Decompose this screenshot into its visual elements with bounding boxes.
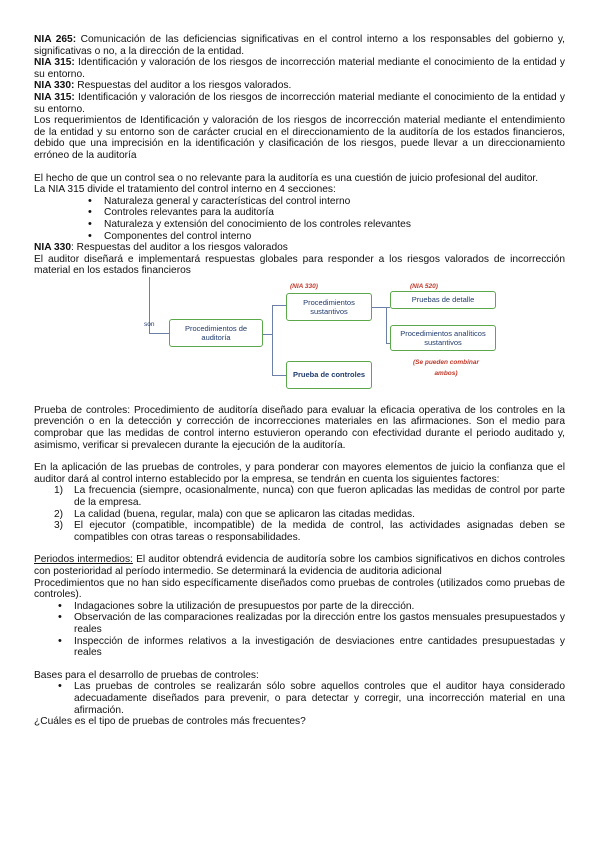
prueba-controles-box: Prueba de controles [286, 361, 372, 389]
nia315-paragraph [34, 57, 565, 80]
proc-auditoria-box: Procedimientos de auditoría [169, 319, 263, 347]
pruebas-detalle-box: Pruebas de detalle [390, 291, 496, 309]
nia330-label: (NIA 330) [290, 282, 318, 290]
nia315-code-2: NIA 315: [34, 91, 75, 103]
connector-line [272, 305, 273, 375]
factor-number: 3) [54, 520, 64, 532]
nia330-paragraph [34, 80, 565, 92]
list-item: • Observación de las comparaciones realizadas por la dirección entre los gastos mensuales presupuestados y reales [74, 612, 565, 635]
list-item: • Componentes del control interno [104, 231, 565, 243]
bases-title: Bases para el desarrollo de pruebas de controles: [34, 669, 259, 681]
list-item [54, 520, 565, 543]
factor-text: La calidad (buena, regular, mala) con que se aplicaron las citadas medidas. [74, 508, 415, 520]
periodos-text-1: El auditor obtendrá evidencia de auditoría sobre los cambios significativos en dichos controles con posterioridad al período intermedio [34, 554, 565, 577]
combinar-label: (Se pueden combinar ambos) [412, 358, 480, 378]
list-item: • Inspección de informes relativos a la investigación de desviaciones entre cantidades presupuestadas y reales [74, 636, 565, 659]
nia330-paragraph-2 [34, 242, 565, 254]
prueba-controles-paragraph: Prueba de controles: Procedimiento de auditoría diseñado para evaluar la eficacia operativa de los controles en la prevención o en la detección y corrección de incorrecciones materiales en las afirmaciones. Son el medio para comprobar que las medidas de control interno estuvieron operando con efectividad durante el periodo auditado y, asimismo, verificar si prevalecen durante la ejecución de la auditoría. [34, 404, 565, 451]
nia330-text-2: : Respuestas del auditor a los riesgos valorados [71, 242, 288, 254]
proc-analiticos-box: Procedimientos analíticos sustantivos [390, 325, 496, 351]
list-item: • Indagaciones sobre la utilización de presupuestos por parte de la dirección. [74, 601, 565, 613]
factor-number: 2) [54, 508, 64, 520]
list-item [54, 508, 565, 521]
list-item: • Las pruebas de controles se realizarán sólo sobre aquellos controles que el auditor haya considerado adecuadamente diseñados para prevenir, o para detectar y corregir, una incorrección material en una afirmación. [74, 681, 565, 716]
hecho-paragraph: El hecho de que un control sea o no relevante para la auditoría es una cuestión de juicio profesional del auditor. [34, 172, 539, 184]
aplicacion-paragraph: En la aplicación de las pruebas de controles, y para ponderar con mayores elementos de juicio la confianza que el auditor dará al control interno establecido por la empresa, se tendrán en cuenta los siguientes factores: [34, 462, 565, 485]
auditor-paragraph: El auditor diseñará e implementará respuestas globales para responder a los riesgos valorados de incorrección material en los estados financieros [34, 253, 565, 277]
procedimientos-list [34, 601, 565, 659]
connector-line [272, 375, 286, 376]
nia315-divide-paragraph: La NIA 315 divide el tratamiento del control interno en 4 secciones: [34, 184, 336, 196]
factor-text: La frecuencia (siempre, ocasionalmente, nunca) con que fueron aplicadas las medidas de control por parte de la empresa. [74, 485, 565, 509]
nia315-text-2: Identificación y valoración de los riesgos de incorrección material mediante el conocimiento de la entidad y su entorno. [34, 91, 566, 115]
nia315-code: NIA 315: [34, 57, 75, 69]
nia330-code: NIA 330: [34, 80, 75, 92]
factor-number: 1) [54, 485, 64, 497]
connector-line [272, 305, 286, 306]
connector-line [386, 307, 387, 343]
nia315-paragraph-2 [34, 92, 565, 115]
list-item: • Naturaleza general y características del control interno [104, 196, 565, 208]
nia330-text: Respuestas del auditor a los riesgos valorados. [74, 80, 292, 92]
periodos-title: Periodos intermedios: [34, 554, 133, 566]
nia330-code-2: NIA 330 [34, 242, 71, 254]
list-item [54, 485, 565, 509]
factores-list [34, 485, 565, 543]
nia315-text: Identificación y valoración de los riesgos de incorrección material mediante el conocimiento de la entidad y su entorno. [34, 57, 566, 80]
periodos-text-2: . Se determinará la evidencia de auditoria adicional [210, 566, 442, 577]
document-content [34, 34, 565, 728]
nia265-paragraph [34, 34, 565, 57]
nia520-label: (NIA 520) [410, 282, 438, 290]
list-item: • Naturaleza y extensión del conocimiento de los controles relevantes [104, 219, 565, 231]
list-item: • Controles relevantes para la auditoría [104, 207, 565, 219]
son-label: son [144, 320, 155, 328]
nia265-text: Comunicación de las deficiencias significativas en el control interno a los responsables del gobierno y, significativas o no, a la dirección de la entidad. [34, 34, 565, 57]
connector-line [262, 334, 272, 335]
factor-text: El ejecutor (compatible, incompatible) de la medida de control, las actividades asignadas deben se compatibles con otras tareas o responsabilidades. [74, 520, 565, 543]
periodos-paragraph [34, 554, 565, 577]
connector-line [149, 333, 169, 334]
bases-list [34, 681, 565, 716]
pregunta-paragraph: ¿Cuáles es el tipo de pruebas de controles más frecuentes? [34, 716, 306, 728]
periodos-procedimientos-paragraph: Procedimientos que no han sido específicamente diseñados como pruebas de controles (utilizados como pruebas de controles). [34, 577, 565, 601]
proc-sustantivos-box: Procedimientos sustantivos [286, 293, 372, 321]
nia265-code: NIA 265: [34, 34, 77, 45]
secciones-list [34, 196, 565, 242]
procedimientos-diagram [34, 277, 565, 405]
connector-line [372, 307, 386, 308]
requerimientos-paragraph: Los requerimientos de Identificación y valoración de los riesgos de incorrección material mediante el entendimiento de la entidad y su entorno son de carácter crucial en el direccionamiento de la auditoría de los estados financieros, debido que una imprecisión en la identificación y clasificación de los riesgos, puede llevar a un direccionamiento erróneo de la auditoría [34, 115, 565, 161]
